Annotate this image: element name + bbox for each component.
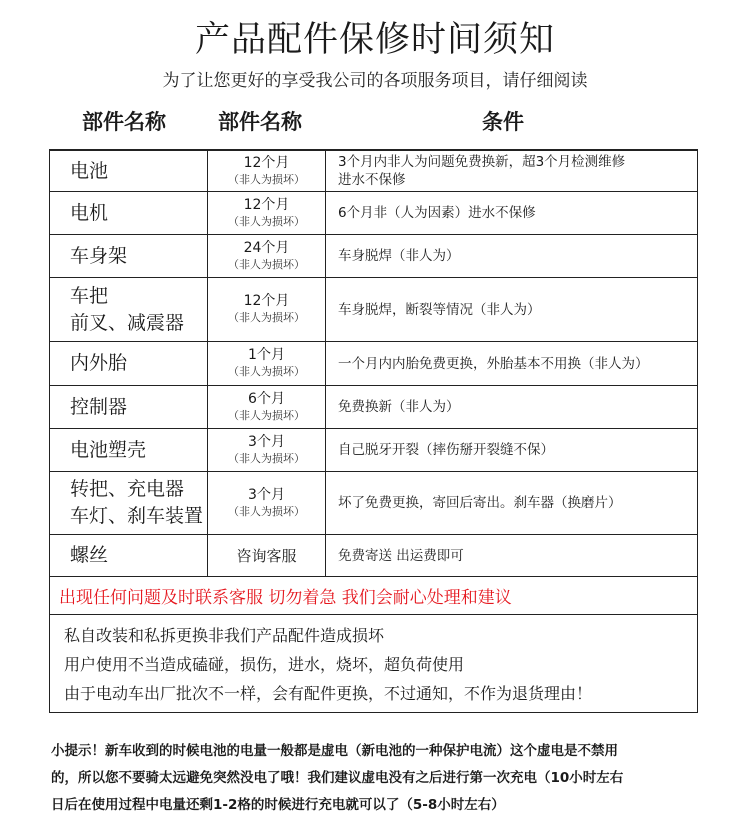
- table-row: [49, 149, 698, 192]
- condition-cell: [326, 278, 697, 341]
- condition-cell: [326, 192, 697, 234]
- part-cell: [50, 342, 208, 385]
- disclaimer-line: 由于电动车出厂批次不一样，会有配件更换，不过通知，不作为退货理由！: [64, 684, 593, 703]
- condition-cell: [326, 429, 697, 471]
- warranty-months: 12个月: [243, 196, 290, 213]
- part-cell: [50, 278, 208, 341]
- condition-cell: [326, 386, 697, 428]
- period-cell: [208, 235, 326, 277]
- condition-text: 车身脱焊（非人为）: [338, 248, 460, 264]
- warranty-note: （非人为损坏）: [228, 172, 305, 186]
- part-name: 车灯、刹车装置: [70, 505, 204, 527]
- part-name: 车身架: [70, 244, 128, 267]
- condition-text: 免费换新（非人为）: [338, 399, 460, 415]
- disclaimer-line: 私自改装和私拆更换非我们产品配件造成损坏: [64, 626, 385, 645]
- tip-line: 日后在使用过程中电量还剩1-2格的时候进行充电就可以了（5-8小时左右）: [51, 797, 505, 813]
- period-cell: [208, 151, 326, 191]
- warranty-months: 24个月: [243, 239, 290, 256]
- table-row: [49, 472, 698, 535]
- part-name: 电池: [70, 159, 109, 182]
- warranty-months: 3个月: [248, 486, 285, 503]
- condition-text: 3个月内非人为问题免费换新，超3个月检测维修: [338, 154, 626, 170]
- condition-text: 进水不保修: [338, 172, 406, 188]
- condition-cell: [326, 342, 697, 385]
- period-cell: [208, 278, 326, 341]
- condition-cell: [326, 151, 697, 191]
- period-cell: [208, 342, 326, 385]
- part-name: 电池塑壳: [70, 438, 147, 461]
- warranty-months: 3个月: [248, 433, 285, 450]
- period-cell: [208, 535, 326, 576]
- warranty-note: （非人为损坏）: [228, 365, 305, 378]
- table-row: [49, 278, 698, 342]
- warranty-months: 12个月: [243, 293, 290, 309]
- warranty-note: （非人为损坏）: [228, 504, 305, 518]
- warranty-note: （非人为损坏）: [228, 257, 305, 271]
- tip-line: 小提示！新车收到的时候电池的电量一般都是虚电（新电池的一种保护电流）这个虚电是不禁用: [51, 743, 618, 759]
- table-row: [49, 429, 698, 472]
- table-row: [49, 535, 698, 577]
- warranty-note: （非人为损坏）: [228, 451, 305, 465]
- warranty-months: 1个月: [248, 347, 285, 363]
- part-cell: [50, 151, 208, 191]
- condition-text: 自己脱牙开裂（摔伤掰开裂缝不保）: [338, 442, 554, 458]
- part-name: 前叉、减震器: [70, 311, 185, 334]
- column-header-period: 部件名称: [218, 110, 302, 134]
- column-header-condition: 条件: [482, 110, 524, 134]
- disclaimer-line: 用户使用不当造成磕碰，损伤，进水，烧坏，超负荷使用: [64, 655, 465, 674]
- contact-notice: 出现任何问题及时联系客服 切勿着急 我们会耐心处理和建议: [49, 577, 698, 615]
- table-row: [49, 342, 698, 386]
- warranty-note: （非人为损坏）: [228, 408, 305, 422]
- period-cell: [208, 472, 326, 534]
- condition-text: 免费寄送 出运费即可: [338, 547, 464, 564]
- part-name: 螺丝: [70, 544, 109, 566]
- part-cell: [50, 192, 208, 234]
- tips-paragraph: [51, 738, 741, 819]
- warranty-months: 咨询客服: [236, 546, 297, 565]
- warranty-note: （非人为损坏）: [228, 311, 305, 324]
- period-cell: [208, 429, 326, 471]
- condition-text: 6个月非（人为因素）进水不保修: [338, 205, 536, 221]
- table-row: [49, 386, 698, 429]
- part-name: 转把、充电器: [70, 478, 185, 500]
- part-cell: [50, 386, 208, 428]
- tip-line: 的，所以您不要骑太远避免突然没电了哦！我们建议虚电没有之后进行第一次充电（10小时左右: [51, 770, 624, 786]
- page-title: 产品配件保修时间须知: [194, 20, 555, 60]
- condition-text: 车身脱焊，断裂等情况（非人为）: [338, 301, 541, 318]
- condition-cell: [326, 235, 697, 277]
- page-subtitle: 为了让您更好的享受我公司的各项服务项目，请仔细阅读: [162, 71, 588, 91]
- part-cell: [50, 535, 208, 576]
- warranty-note: （非人为损坏）: [228, 214, 305, 228]
- condition-cell: [326, 535, 697, 576]
- table-row: [49, 192, 698, 235]
- part-cell: [50, 235, 208, 277]
- condition-text: 一个月内内胎免费更换，外胎基本不用换（非人为）: [338, 355, 649, 372]
- warranty-table: [49, 149, 698, 713]
- warranty-months: 6个月: [248, 390, 285, 407]
- condition-cell: [326, 472, 697, 534]
- part-cell: [50, 472, 208, 534]
- disclaimer-block: [49, 615, 698, 713]
- part-cell: [50, 429, 208, 471]
- period-cell: [208, 386, 326, 428]
- part-name: 控制器: [70, 395, 128, 418]
- part-name: 内外胎: [70, 352, 128, 374]
- period-cell: [208, 192, 326, 234]
- column-header-part: 部件名称: [82, 110, 166, 134]
- part-name: 电机: [70, 201, 109, 224]
- condition-text: 坏了免费更换，寄回后寄出。刹车器（换磨片）: [338, 495, 622, 511]
- table-row: [49, 235, 698, 278]
- part-name: 车把: [70, 284, 109, 307]
- warranty-months: 12个月: [243, 154, 290, 171]
